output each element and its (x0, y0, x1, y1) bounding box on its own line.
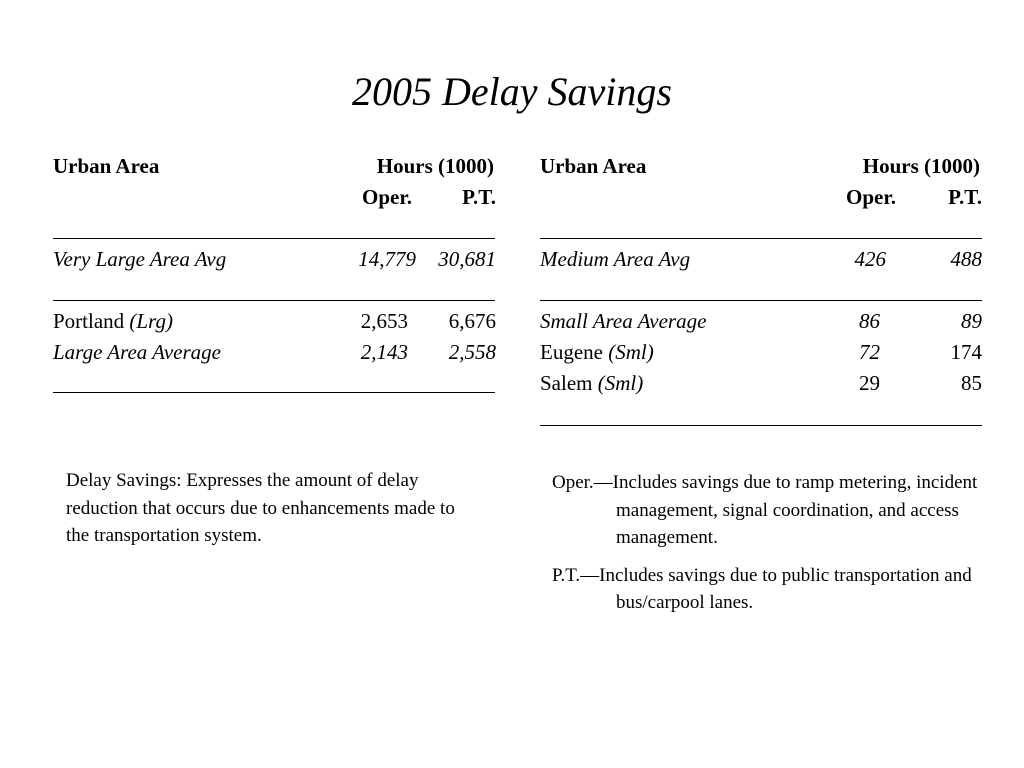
right-row-pt: 488 (950, 247, 982, 271)
left-row-oper: 14,779 (358, 247, 416, 271)
right-row-pt: 89 (961, 309, 982, 333)
area-size: (Lrg) (129, 309, 173, 333)
left-row-area: Very Large Area Avg (53, 247, 227, 271)
left-header-urban-area: Urban Area (53, 154, 160, 178)
area-name: Portland (53, 309, 125, 333)
right-header-pt: P.T. (948, 185, 982, 209)
right-rule-3 (540, 425, 982, 426)
area-size: (Sml) (608, 340, 654, 364)
right-row-area: Small Area Average (540, 309, 707, 333)
left-header-pt: P.T. (462, 185, 496, 209)
left-row-pt: 6,676 (448, 309, 496, 333)
right-header-hours: Hours (1000) (862, 154, 980, 178)
pt-definition: P.T.—Includes savings due to public transportation and bus/carpool lanes. (552, 564, 972, 613)
right-row-oper: 86 (859, 309, 880, 333)
right-row-area: Medium Area Avg (540, 247, 691, 271)
definitions-note (552, 469, 992, 627)
oper-definition: Oper.—Includes savings due to ramp metering, incident management, signal coordination, and access management. (552, 472, 978, 548)
page-title: 2005 Delay Savings (352, 69, 672, 114)
right-row-area (540, 339, 654, 365)
right-header-oper: Oper. (846, 185, 896, 209)
right-row-oper: 29 (859, 371, 880, 395)
area-size: (Sml) (597, 371, 644, 395)
right-rule-2 (540, 300, 982, 301)
right-row-oper: 426 (854, 247, 886, 271)
right-row-oper: 72 (859, 340, 880, 364)
left-row-pt: 30,681 (438, 247, 496, 271)
area-name: Eugene (540, 340, 603, 364)
right-row-area (540, 370, 643, 396)
left-row-pt: 2,558 (448, 340, 496, 364)
right-row-pt: 85 (961, 371, 982, 395)
right-row-pt: 174 (950, 340, 982, 364)
left-header-oper: Oper. (362, 185, 412, 209)
left-row-oper: 2,653 (360, 309, 408, 333)
right-header-urban-area: Urban Area (540, 154, 647, 178)
left-header-hours: Hours (1000) (376, 154, 494, 178)
area-name: Salem (540, 371, 593, 395)
left-row-oper: 2,143 (360, 340, 408, 364)
left-row-area: Large Area Average (53, 340, 221, 364)
delay-savings-note: Delay Savings: Expresses the amount of delay reduction that occurs due to enhancements made to the transportation system. (66, 470, 455, 546)
right-rule-1 (540, 238, 982, 239)
